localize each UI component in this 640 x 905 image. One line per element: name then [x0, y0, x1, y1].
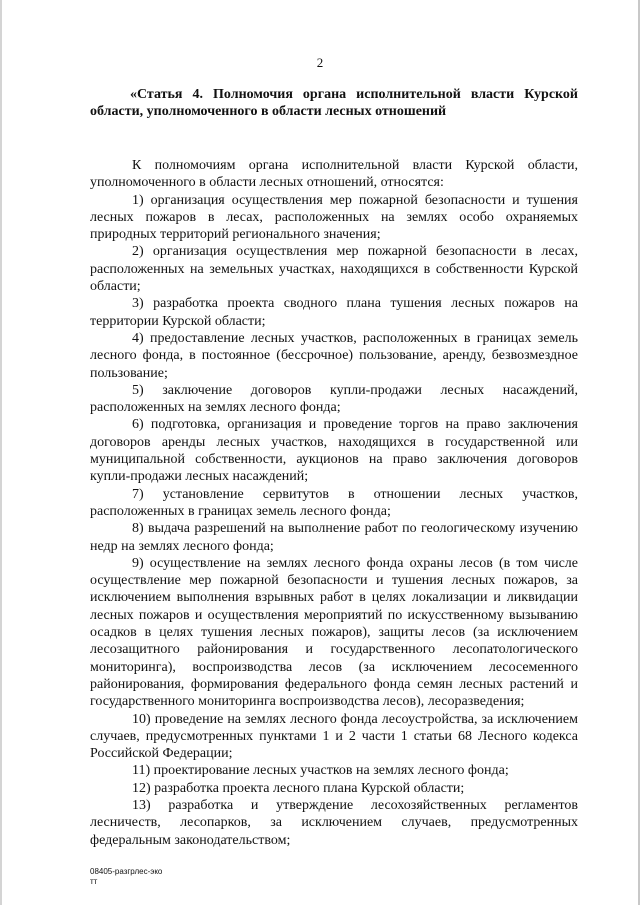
footer-initials: тт [90, 877, 98, 886]
intro-paragraph: К полномочиям органа исполнительной власти Курской области, уполномоченного в области лесных отношений, относятся: [90, 158, 578, 191]
footer-code: 08405-разгрлес-эко [90, 867, 163, 876]
document-footer [90, 867, 162, 887]
list-item-7: 7) установление сервитутов в отношении лесных участков, расположенных в границах земель лесного фонда; [90, 486, 578, 519]
document-body [90, 86, 578, 849]
scan-edge-left [0, 0, 2, 905]
list-item-3: 3) разработка проекта сводного плана тушения лесных пожаров на территории Курской области; [90, 296, 578, 329]
list-item-5: 5) заключение договоров купли-продажи лесных насаждений, расположенных на землях лесного фонда; [90, 382, 578, 416]
list-item-6: 6) подготовка, организация и проведение торгов на право заключения договоров аренды лесных участков, находящихся в государственной или муниципальной собственности, аукционов на право заключения договоров купли-продажи лесных насаждений; [90, 417, 578, 485]
list-item-10: 10) проведение на землях лесного фонда лесоустройства, за исключением случаев, предусмотренных пунктами 1 и 2 части 1 статьи 68 Лесного кодекса Российской Федерации; [90, 711, 578, 762]
list-item-2: 2) организация осуществления мер пожарной безопасности в лесах, расположенных на земельных участках, находящихся в собственности Курской области; [90, 244, 578, 295]
list-item-9: 9) осуществление на землях лесного фонда охраны лесов (в том числе осуществление мер пожарной безопасности и тушения лесных пожаров, за исключением выполнения взрывных работ в целях локализации и ликвидации лесных пожаров и осуществления мероприятий по искусственному вызыванию осадков в целях тушения лесных пожаров), защиты лесов (за исключением лесозащитного районирования и государственного лесопатологического мониторинга), воспроизводства лесов (за исключением лесосеменного районирования, формирования федерального фонда семян лесных растений и государственного мониторинга воспроизводства лесов), лесоразведения; [90, 555, 578, 710]
list-item-13: 13) разработка и утверждение лесохозяйственных регламентов лесничеств, лесопарков, за исключением случаев, предусмотренных федеральным законодательством; [90, 797, 578, 848]
article-heading: «Статья 4. Полномочия органа исполнительной власти Курской области, уполномоченного в области лесных отношений [90, 87, 578, 119]
list-item-4: 4) предоставление лесных участков, расположенных в границах земель лесного фонда, в постоянное (бессрочное) пользование, аренду, безвозмездное пользование; [90, 330, 578, 381]
list-item-1: 1) организация осуществления мер пожарной безопасности и тушения лесных пожаров в лесах, расположенных на землях особо охраняемых природных территорий регионального значения; [90, 192, 578, 243]
list-item-8: 8) выдача разрешений на выполнение работ по геологическому изучению недр на землях лесного фонда; [90, 521, 578, 554]
list-item-11: 11) проектирование лесных участков на землях лесного фонда; [132, 763, 509, 779]
article-text [90, 157, 578, 849]
page-number: 2 [316, 55, 324, 70]
list-item-12: 12) разработка проекта лесного плана Курской области; [132, 780, 465, 796]
